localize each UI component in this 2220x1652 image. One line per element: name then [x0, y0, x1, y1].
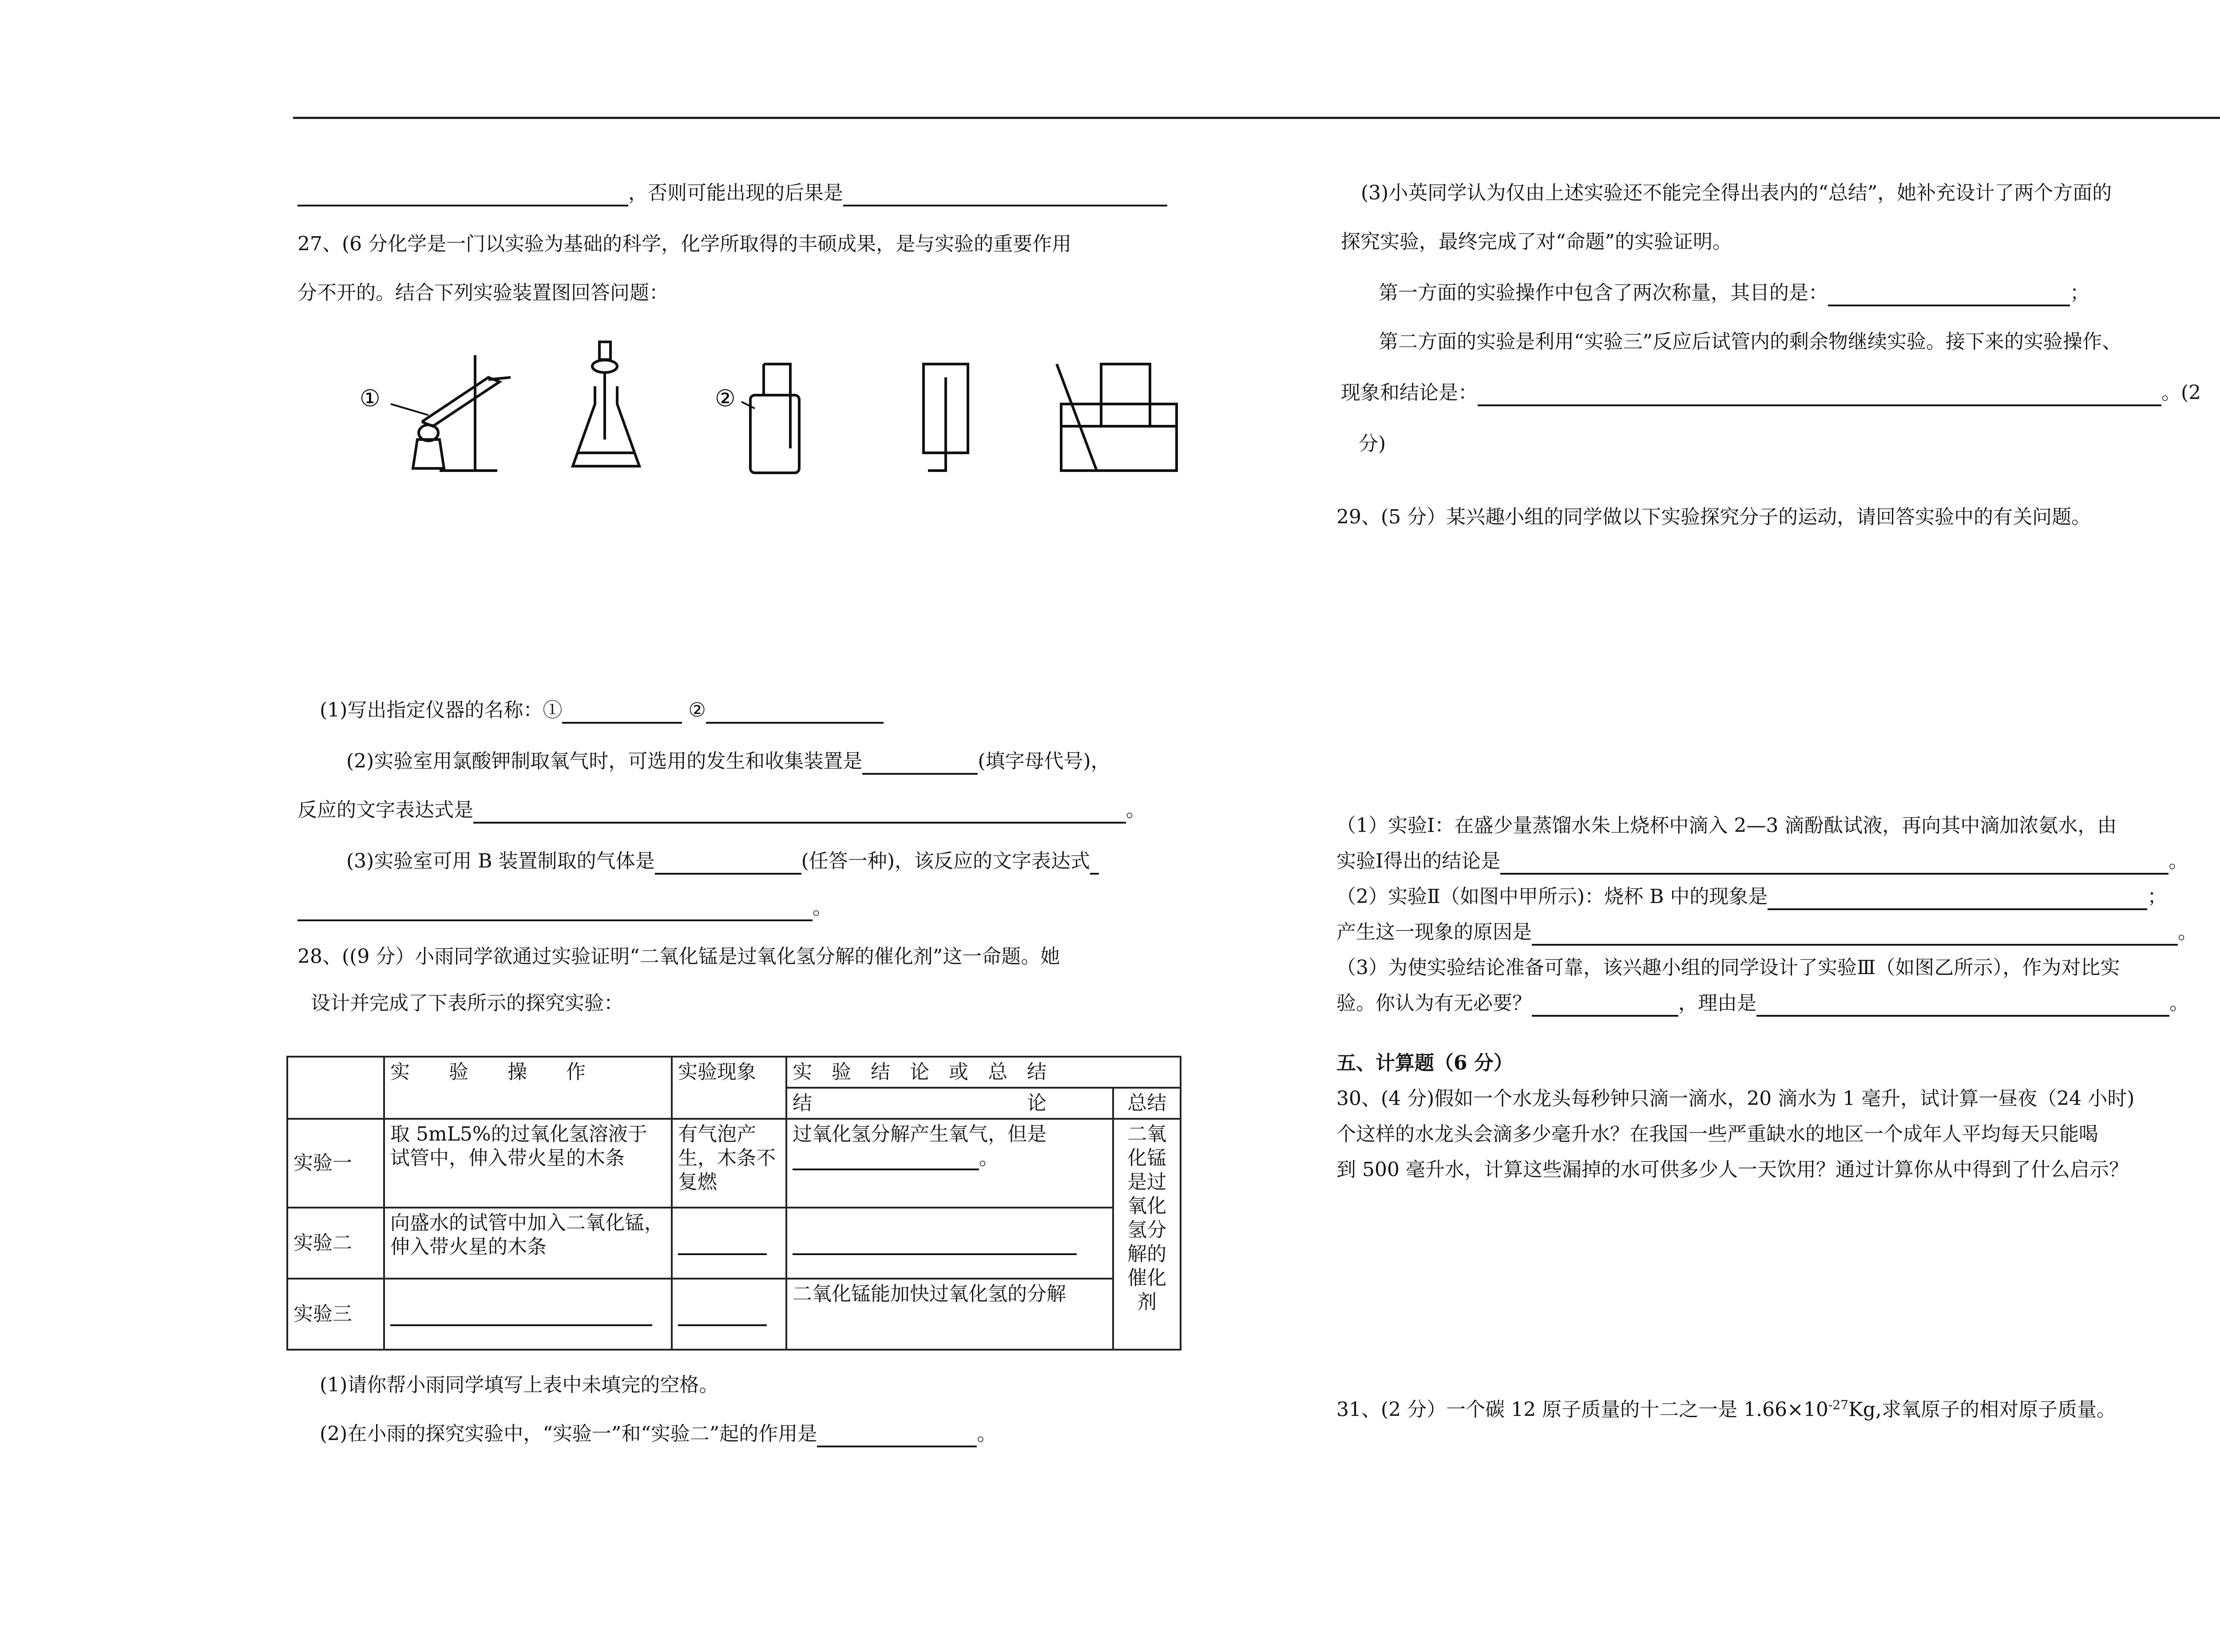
text: ，否则可能出现的后果是	[628, 182, 843, 204]
apparatus-figure	[351, 337, 1212, 484]
q29-2-line2: 产生这一现象的原因是 。	[1336, 919, 2197, 946]
row-name: 实验一	[287, 1119, 384, 1208]
q28-1: (1)请你帮小雨同学填写上表中未填完的空格。	[320, 1374, 719, 1396]
q31: 31、(2 分）一个碳 12 原子质量的十二之一是 $1.66\times 10^{-27}Kg$,求氧原子的相对原子质量。	[1336, 1398, 2117, 1421]
header-operation: 实 验 操 作	[384, 1057, 672, 1119]
q28-intro-1: 28、((9 分）小雨同学欲通过实验证明“二氧化锰是过氧化氢分解的催化剂”这一命题。她	[297, 945, 1060, 968]
q29-intro: 29、(5 分）某兴趣小组的同学做以下实验探究分子的运动，请回答实验中的有关问题。	[1336, 506, 2091, 528]
q29-3-line1: （3）为使实验结论准备可靠，该兴趣小组的同学设计了实验Ⅲ（如图乙所示），作为对比实	[1336, 956, 2120, 979]
answer-blank[interactable]	[862, 752, 978, 775]
answer-blank[interactable]	[793, 1232, 1077, 1255]
answer-blank[interactable]	[1090, 852, 1099, 875]
answer-blank[interactable]	[817, 1424, 977, 1447]
header-summary: 总结	[1113, 1088, 1181, 1119]
answer-blank-1[interactable]	[562, 701, 682, 724]
continuation-line	[297, 180, 1167, 206]
q28-3-line3: 第一方面的实验操作中包含了两次称量，其目的是： ；	[1379, 280, 2089, 306]
label-1: ①	[360, 385, 381, 412]
q28-3-line6: 分)	[1359, 432, 1386, 455]
row-conclusion: 二氧化锰能加快过氧化氢的分解	[786, 1279, 1113, 1350]
answer-blank[interactable]	[297, 183, 628, 206]
answer-blank[interactable]	[678, 1303, 767, 1326]
header-phenomenon: 实验现象	[672, 1057, 786, 1119]
header-conclusion: 实 验 结 论 或 总 结	[786, 1057, 1181, 1088]
answer-blank[interactable]	[297, 898, 813, 921]
answer-blank[interactable]	[655, 852, 801, 875]
answer-blank[interactable]	[1756, 994, 2169, 1017]
q27-2-line1: (2)实验室用氯酸钾制取氧气时，可选用的发生和收集装置是 (填字母代号)，	[346, 748, 1110, 775]
row-conclusion	[786, 1208, 1113, 1279]
answer-blank-2[interactable]	[706, 701, 884, 724]
row-phenomenon: 有气泡产生，木条不复燃	[672, 1119, 786, 1208]
q27-3-line1: (3)实验室可用 B 装置制取的气体是 (任答一种)，该反应的文字表达式	[346, 848, 1099, 875]
q27-2-line2: 反应的文字表达式是 。	[297, 797, 1146, 824]
q28-3-line4: 第二方面的实验是利用“实验三”反应后试管内的剩余物继续实验。接下来的实验操作、	[1379, 330, 2121, 353]
label-2: ②	[715, 385, 736, 412]
q27-1: (1)写出指定仪器的名称：① ②	[320, 697, 884, 724]
q30-line1: 30、(4 分)假如一个水龙头每秒钟只滴一滴水，20 滴水为 1 毫升，试计算一昼夜（24 小时)	[1336, 1087, 2135, 1110]
answer-blank[interactable]	[1768, 887, 2147, 910]
answer-blank[interactable]	[1532, 994, 1678, 1017]
q28-3-line2: 探究实验，最终完成了对“命题”的实验证明。	[1341, 230, 1732, 253]
row-phenomenon	[672, 1208, 786, 1279]
header-rule	[293, 117, 2220, 119]
q27-3-line2: 。	[297, 895, 832, 921]
header-conclusion-2: 结 论	[786, 1088, 1113, 1119]
answer-blank[interactable]	[390, 1303, 652, 1326]
q28-3-line1: (3)小英同学认为仅由上述实验还不能完全得出表内的“总结”，她补充设计了两个方面的	[1361, 182, 2112, 204]
answer-blank[interactable]	[678, 1232, 767, 1255]
answer-blank[interactable]	[473, 800, 1126, 824]
answer-blank[interactable]	[1828, 283, 2070, 306]
q27-intro-2: 分不开的。结合下列实验装置图回答问题：	[297, 281, 669, 304]
answer-blank[interactable]	[1532, 923, 2178, 946]
q29-3-line2: 验。你认为有无必要？ ，理由是 。	[1336, 990, 2189, 1017]
q29-2-line1: （2）实验Ⅱ（如图中甲所示)：烧杯 B 中的现象是 ；	[1336, 883, 2167, 910]
summary-cell: 二氧化锰是过氧化氢分解的催化剂	[1113, 1119, 1181, 1350]
experiment-table	[286, 1056, 1181, 1351]
row-phenomenon	[672, 1279, 786, 1350]
row-name: 实验二	[287, 1208, 384, 1279]
q29-1-line1: （1）实验Ⅰ：在盛少量蒸馏水朱上烧杯中滴入 2—3 滴酚酞试液，再向其中滴加浓氨水，由	[1336, 814, 2117, 837]
row-operation: 取 5mL5%的过氧化氢溶液于试管中，伸入带火星的木条	[384, 1119, 672, 1208]
row-operation: 向盛水的试管中加入二氧化锰，伸入带火星的木条	[384, 1208, 672, 1279]
answer-blank[interactable]	[1478, 383, 2161, 406]
section-5-heading: 五、计算题（6 分）	[1336, 1052, 1513, 1074]
q27-intro-1: 27、(6 分化学是一门以实验为基础的科学，化学所取得的丰硕成果，是与实验的重要作用	[297, 233, 1072, 255]
q30-line2: 个这样的水龙头会滴多少毫升水？在我国一些严重缺水的地区一个成年人平均每天只能喝	[1336, 1123, 2098, 1145]
q28-3-line5: 现象和结论是： 。(2	[1341, 380, 2201, 406]
row-name: 实验三	[287, 1279, 384, 1350]
answer-blank[interactable]	[1500, 852, 2168, 875]
q30-line3: 到 500 毫升水，计算这些漏掉的水可供多少人一天饮用？通过计算你从中得到了什么启示？	[1336, 1158, 2129, 1181]
q28-2: (2)在小雨的探究实验中，“实验一”和“实验二”起的作用是 。	[320, 1421, 996, 1447]
row-conclusion: 过氧化氢分解产生氧气，但是 。	[786, 1119, 1113, 1208]
answer-blank[interactable]	[793, 1147, 979, 1170]
q29-1-line2: 实验Ⅰ得出的结论是 。	[1336, 848, 2188, 875]
q28-intro-2: 设计并完成了下表所示的探究实验：	[311, 992, 623, 1014]
row-operation	[384, 1279, 672, 1350]
answer-blank[interactable]	[843, 183, 1167, 206]
